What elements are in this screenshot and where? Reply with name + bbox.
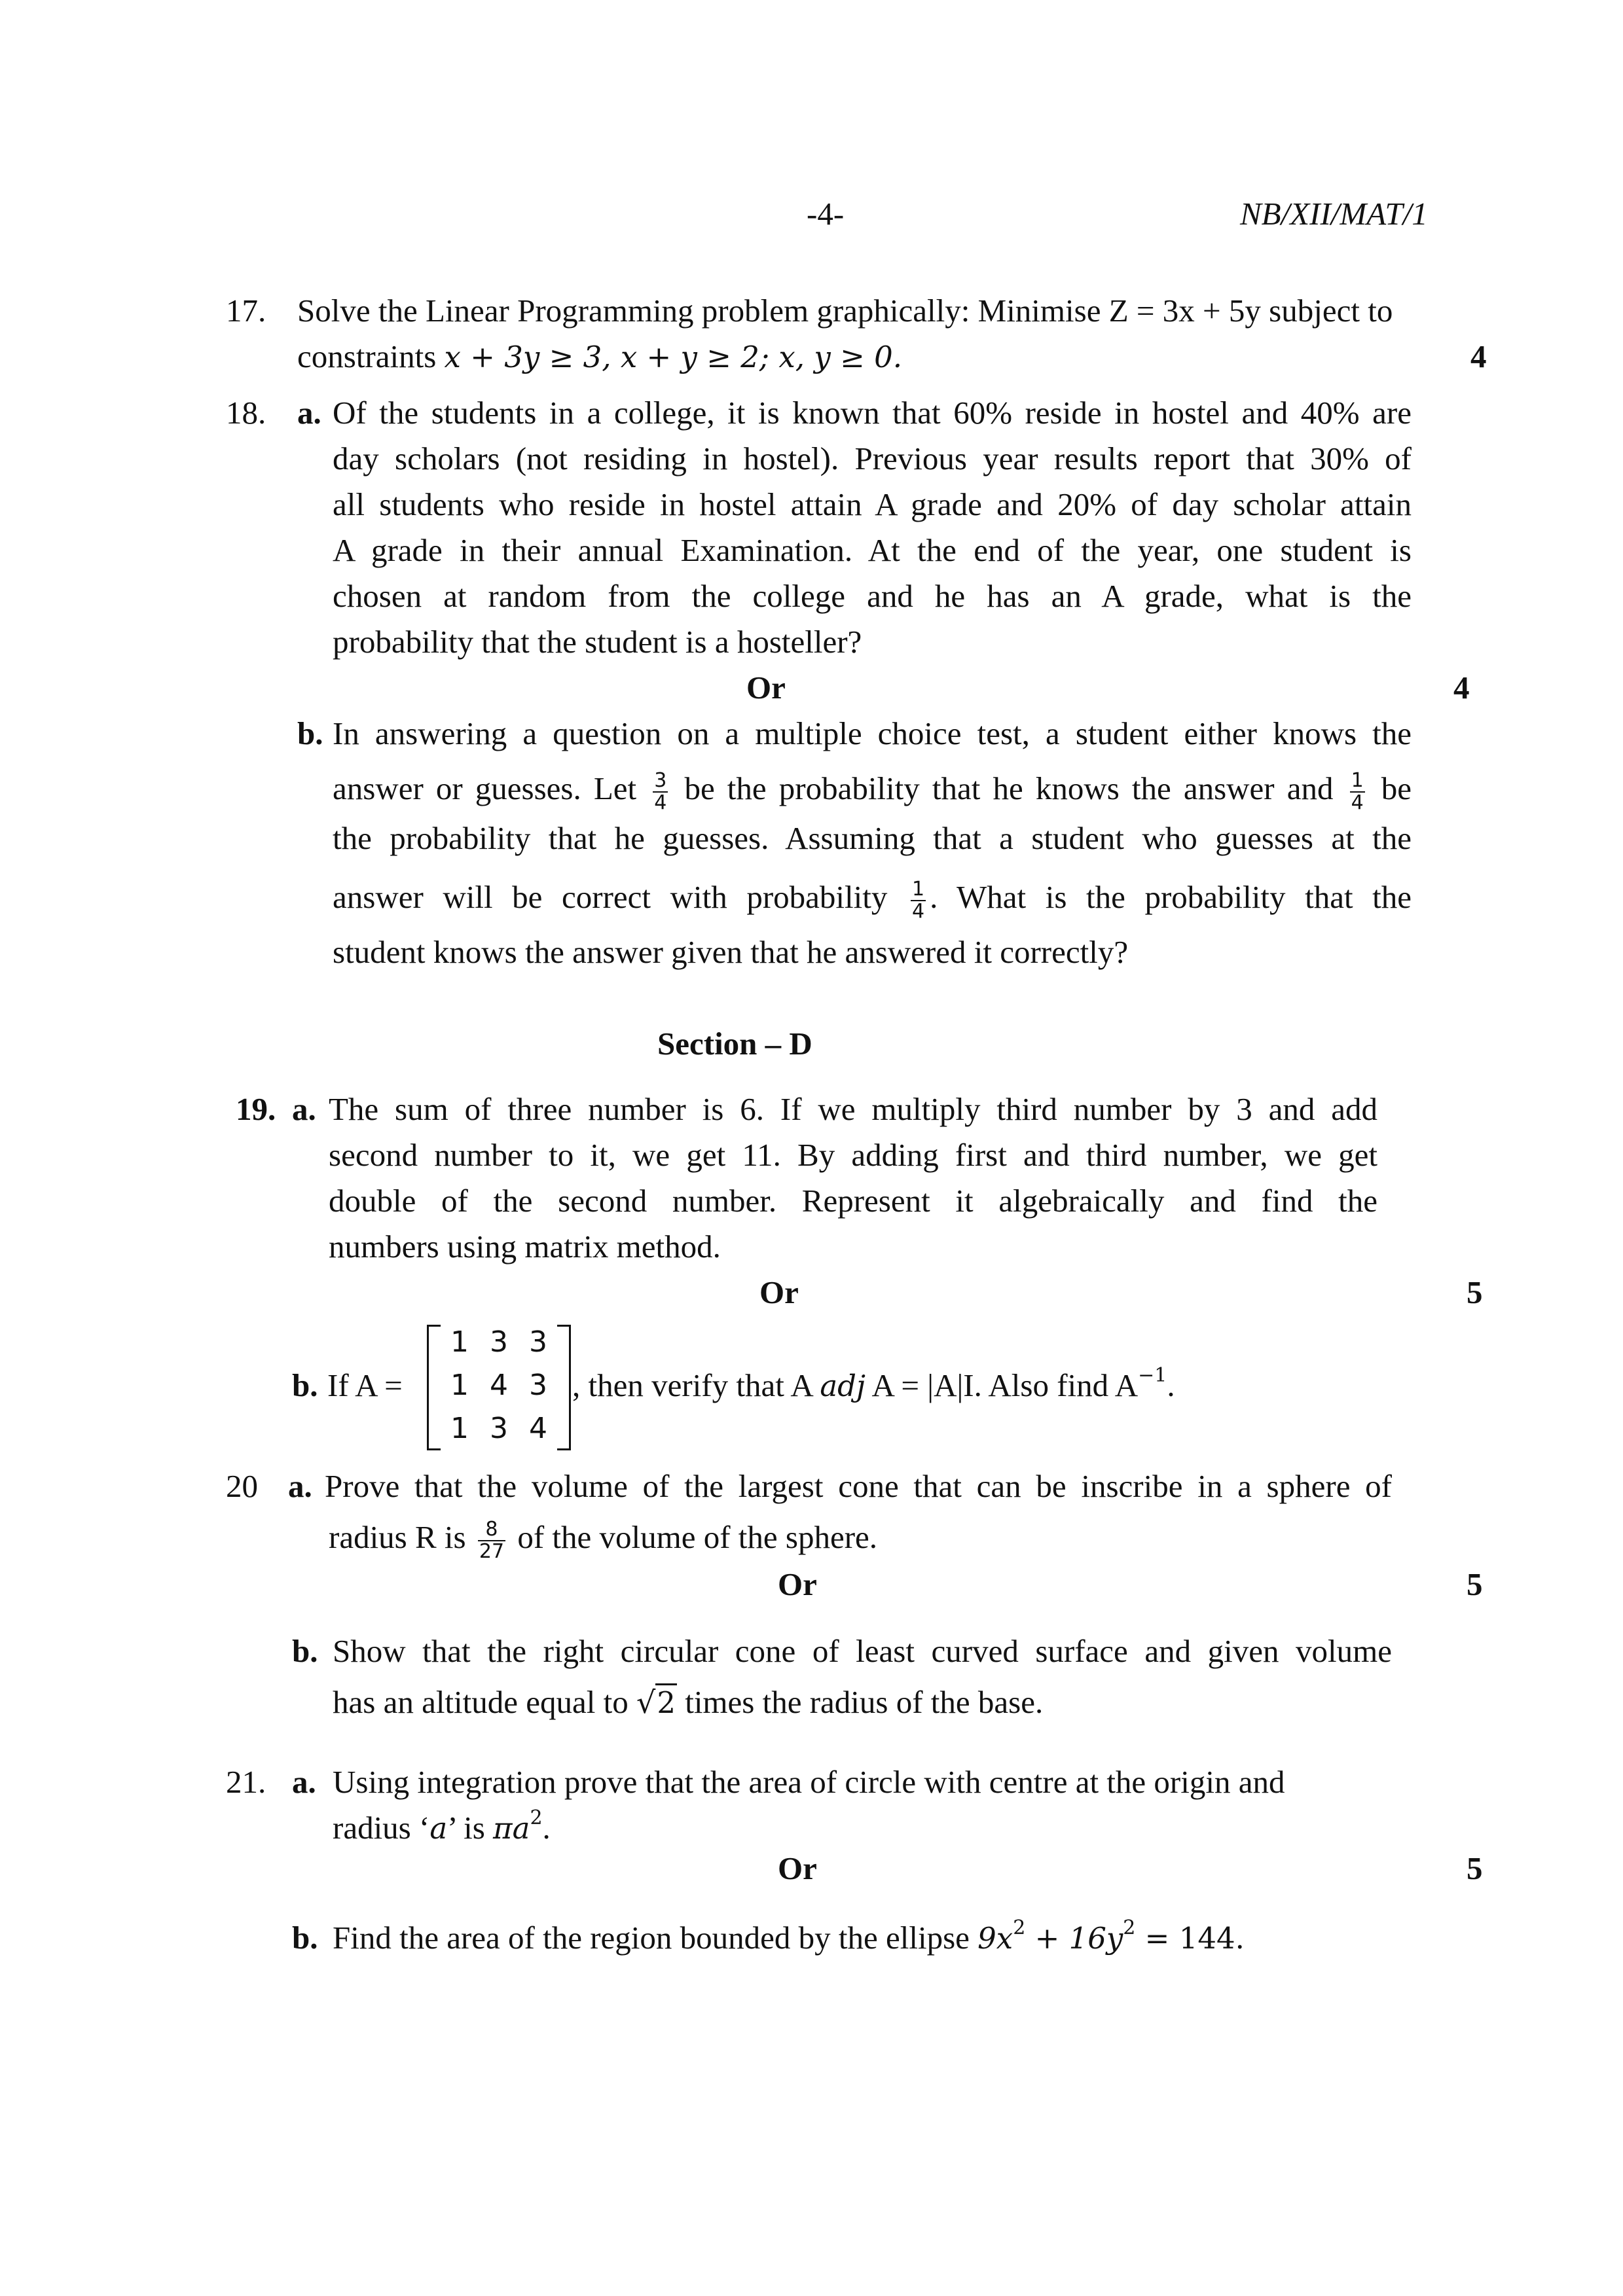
matrix-left-bracket (427, 1325, 441, 1450)
text-run: A = |A|I. Also find A (865, 1367, 1139, 1403)
question-text: Show that the right circular cone of least curved surface and given volume (333, 1633, 1392, 1669)
matrix-cell: 3 (490, 1412, 508, 1445)
fraction-denominator: 4 (654, 791, 667, 814)
marks: 4 (1453, 670, 1470, 706)
marks: 4 (1470, 338, 1487, 374)
part-label: a. (297, 395, 321, 431)
question-number-text: 19. (236, 1091, 276, 1127)
question-text: Prove that the volume of the largest cone that can be inscribe in a sphere of (325, 1468, 1392, 1504)
part-label: a. (288, 1468, 312, 1504)
superscript: 2 (1013, 1916, 1026, 1939)
text-run: radius R is (329, 1519, 466, 1555)
fraction-numerator: 1 (1351, 768, 1364, 792)
text-run: Find the area of the region bounded by the ellipse (333, 1920, 978, 1956)
area-expression: πa (493, 1811, 530, 1846)
radicand: 2 (655, 1683, 677, 1720)
question-text (333, 1915, 1245, 1962)
fraction-numerator: 3 (654, 768, 667, 792)
matrix-row (440, 1364, 558, 1407)
or-separator: Or (778, 1566, 817, 1602)
superscript: 2 (1123, 1916, 1136, 1939)
matrix-row (440, 1407, 558, 1450)
text-run: has an altitude equal to (333, 1684, 636, 1720)
text-run: . (542, 1810, 551, 1846)
text-run: ’ is (447, 1810, 494, 1846)
fraction-three-quarters (653, 770, 668, 814)
matrix-cell: 4 (529, 1412, 547, 1445)
or-separator: Or (778, 1850, 817, 1886)
matrix-cell: 3 (490, 1325, 508, 1359)
text-run: be (1381, 770, 1412, 806)
constraint-math: x + 3y ≥ 3, x + y ≥ 2; x, y ≥ 0. (444, 340, 903, 374)
question-text: In answering a question on a multiple choice test, a student either knows the (333, 715, 1412, 751)
part-label: b. (292, 1920, 318, 1956)
ellipse-equation: = 144. (1135, 1921, 1245, 1956)
question-number (236, 1086, 276, 1132)
question-number: 21. (226, 1764, 266, 1800)
text-run: , then verify that A (572, 1367, 820, 1403)
fraction-denominator: 4 (911, 899, 925, 923)
matrix-cell: 4 (490, 1369, 508, 1402)
question-text (333, 868, 1412, 927)
or-separator: Or (759, 1274, 799, 1310)
fraction-one-quarter (1350, 770, 1365, 814)
question-text: Using integration prove that the area of circle with centre at the origin and (333, 1764, 1285, 1800)
ellipse-equation: + 16y (1025, 1921, 1123, 1956)
square-root-sign: √ (636, 1685, 656, 1720)
question-text (572, 1363, 1175, 1409)
part-label: b. (292, 1367, 318, 1403)
section-title: Section – D (657, 1026, 812, 1062)
part-label: a. (292, 1764, 316, 1800)
ellipse-equation: 9x (977, 1921, 1013, 1956)
question-text: student knows the answer given that he answered it correctly? (333, 934, 1129, 970)
fraction-numerator: 1 (911, 877, 925, 901)
page-number: -4- (807, 196, 845, 232)
question-text (333, 1679, 1043, 1726)
marks: 5 (1467, 1274, 1483, 1310)
question-text: second number to it, we get 11. By adding first and third number, we get (329, 1137, 1377, 1173)
question-text: probability that the student is a hosteller? (333, 624, 862, 660)
text-run: of the volume of the sphere. (517, 1519, 878, 1555)
matrix-right-bracket (557, 1325, 571, 1450)
question-text: the probability that he guesses. Assuming that a student who guesses at the (333, 820, 1412, 856)
question-number: 18. (226, 395, 266, 431)
part-label: b. (297, 715, 323, 751)
matrix-grid (440, 1321, 558, 1450)
matrix-cell: 3 (529, 1325, 547, 1359)
question-number: 20 (226, 1468, 258, 1504)
text-run: be the probability that he knows the answer and (684, 770, 1334, 806)
or-separator: Or (746, 670, 786, 706)
superscript: −1 (1138, 1364, 1167, 1387)
question-text: day scholars (not residing in hostel). Previous year results report that 30% of (333, 440, 1412, 476)
matrix-cell: 1 (450, 1325, 469, 1359)
part-label: a. (292, 1091, 316, 1127)
text-run: radius ‘ (333, 1810, 430, 1846)
superscript: 2 (530, 1806, 543, 1829)
question-number: 17. (226, 293, 266, 329)
question-text: The sum of three number is 6. If we multiply third number by 3 and add (329, 1091, 1377, 1127)
marks: 5 (1467, 1850, 1483, 1886)
marks: 5 (1467, 1566, 1483, 1602)
question-text: numbers using matrix method. (329, 1229, 721, 1265)
question-text (329, 1508, 877, 1567)
fraction-one-quarter (911, 879, 926, 922)
question-text: A grade in their annual Examination. At the end of the year, one student is (333, 532, 1412, 568)
fraction-denominator: 4 (1351, 791, 1364, 814)
matrix-cell: 1 (450, 1369, 469, 1402)
question-text: double of the second number. Represent it algebraically and find the (329, 1183, 1377, 1219)
paper-code: NB/XII/MAT/1 (1240, 196, 1428, 232)
text-run: answer or guesses. Let (333, 770, 637, 806)
matrix-cell: 3 (529, 1369, 547, 1402)
question-text (297, 334, 902, 380)
matrix-a (427, 1321, 571, 1450)
question-text (333, 759, 1412, 818)
text-run: answer will be correct with probability (333, 879, 888, 915)
question-text (333, 1805, 551, 1852)
text-run: times the radius of the base. (676, 1684, 1044, 1720)
radius-variable: a (429, 1811, 448, 1846)
adjoint-symbol: adj (820, 1369, 866, 1403)
part-label: b. (292, 1633, 318, 1669)
text-run: . (1167, 1367, 1175, 1403)
fraction-denominator: 27 (479, 1539, 505, 1563)
question-text: all students who reside in hostel attain A grade and 20% of day scholar attain (333, 486, 1412, 522)
question-text: Solve the Linear Programming problem graphically: Minimise Z = 3x + 5y subject to (297, 293, 1393, 329)
question-text: chosen at random from the college and he has an A grade, what is the (333, 578, 1412, 614)
fraction-eight-twenty-sevenths (478, 1519, 505, 1562)
matrix-cell: 1 (450, 1412, 469, 1445)
matrix-row (440, 1321, 558, 1364)
question-text: Of the students in a college, it is known that 60% reside in hostel and 40% are (333, 395, 1412, 431)
question-text: If A = (327, 1367, 403, 1403)
text-run: constraints (297, 338, 445, 374)
text-run: . What is the probability that the (930, 879, 1412, 915)
fraction-numerator: 8 (478, 1519, 505, 1541)
